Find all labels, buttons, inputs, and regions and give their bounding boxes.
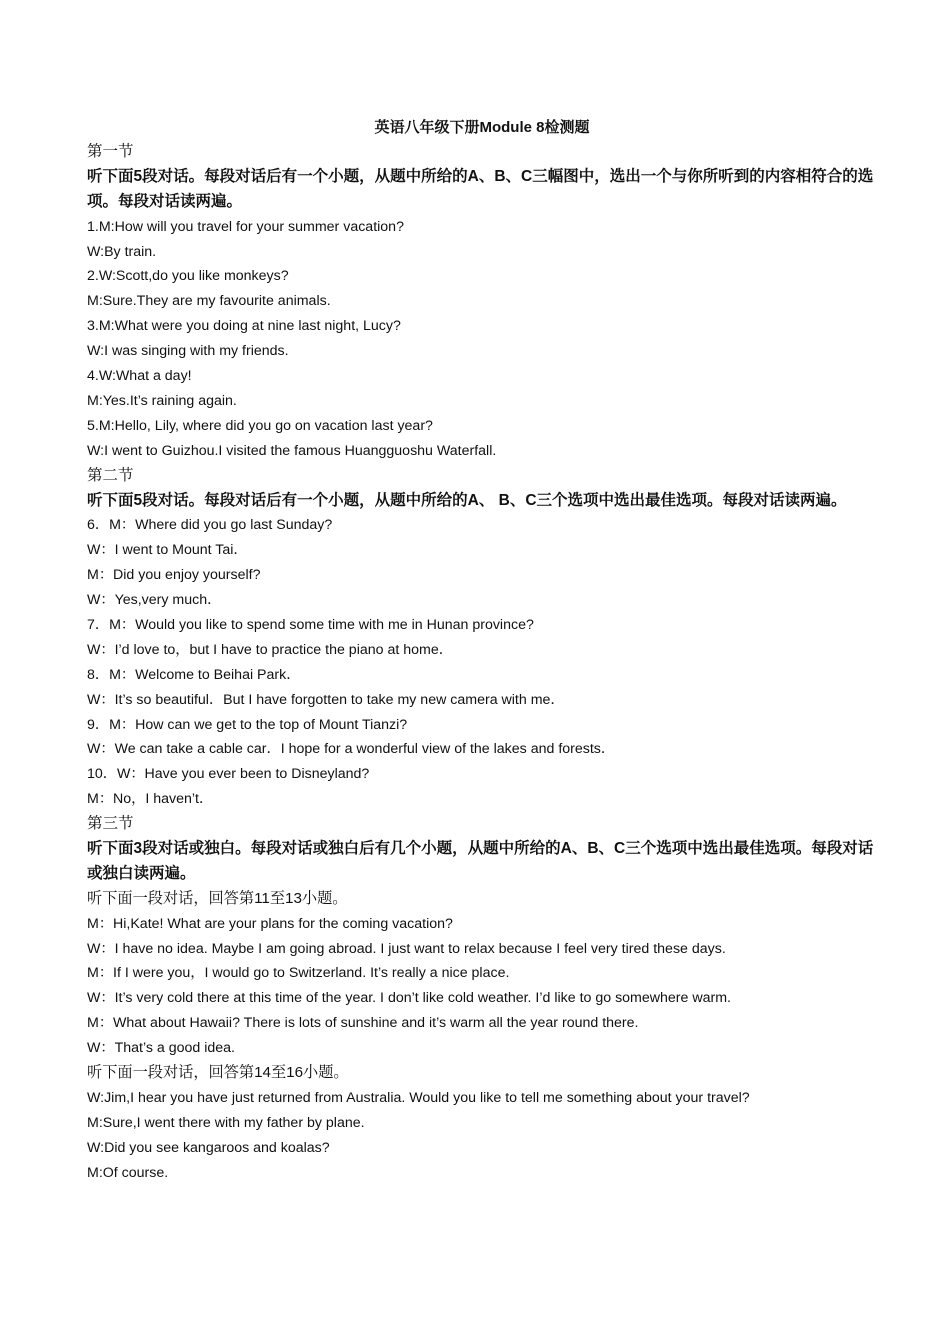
transcript-line: M：Did you enjoy yourself? bbox=[87, 567, 261, 584]
section-1-lines bbox=[87, 215, 877, 464]
section-2-instruction: 听下面5段对话。每段对话后有一个小题，从题中所给的A、 B、C三个选项中选出最佳选项。每段对话读两遍。 bbox=[87, 491, 847, 509]
transcript-line: W：I went to Mount Tai． bbox=[87, 542, 248, 559]
section-3-part-1-lines bbox=[87, 912, 877, 1061]
transcript-line: W：It’s so beautiful．But I have forgotten to take my new camera with me． bbox=[87, 691, 565, 708]
transcript-line: M:Sure.They are my favourite animals. bbox=[87, 293, 331, 310]
transcript-line: W：Yes,very much． bbox=[87, 592, 222, 609]
document-page bbox=[87, 116, 877, 1185]
transcript-line: W:By train. bbox=[87, 243, 157, 260]
transcript-line: 1.M:How will you travel for your summer vacation? bbox=[87, 218, 404, 235]
transcript-line: 3.M:What were you doing at nine last night, Lucy? bbox=[87, 318, 401, 335]
transcript-line: M:Of course. bbox=[87, 1164, 169, 1181]
transcript-line: 6．M：Where did you go last Sunday? bbox=[87, 517, 333, 534]
transcript-line: M：Hi,Kate! What are your plans for the coming vacation? bbox=[87, 915, 453, 932]
section-3-instruction: 听下面3段对话或独白。每段对话或独白后有几个小题，从题中所给的A、B、C三个选项中选出最佳选项。每段对话或独白读两遍。 bbox=[87, 839, 874, 882]
transcript-line: 5.M:Hello, Lily, where did you go on vacation last year? bbox=[87, 417, 433, 434]
section-3-heading: 第三节 bbox=[87, 815, 134, 833]
transcript-line: 4.W:What a day! bbox=[87, 368, 192, 385]
transcript-line: M:Yes.It’s raining again. bbox=[87, 392, 237, 409]
transcript-line: M：What about Hawaii? There is lots of sunshine and it’s warm all the year round there. bbox=[87, 1015, 639, 1032]
transcript-line: 2.W:Scott,do you like monkeys? bbox=[87, 268, 289, 285]
transcript-line: M:Sure,I went there with my father by plane. bbox=[87, 1114, 365, 1131]
transcript-line: W：We can take a cable car．I hope for a wonderful view of the lakes and forests． bbox=[87, 741, 616, 758]
section-1-heading: 第一节 bbox=[87, 143, 134, 160]
section-1-instruction: 听下面5段对话。每段对话后有一个小题，从题中所给的A、B、C三幅图中，选出一个与你所听到的内容相符合的选项。每段对话读两遍。 bbox=[87, 167, 874, 210]
section-2-heading: 第二节 bbox=[87, 466, 134, 484]
transcript-line: W：I have no idea. Maybe I am going abroad. I just want to relax because I feel very tired these days. bbox=[87, 940, 726, 957]
transcript-line: 10．W：Have you ever been to Disneyland? bbox=[87, 766, 370, 783]
transcript-line: W:Did you see kangaroos and koalas? bbox=[87, 1139, 330, 1156]
transcript-line: 7．M：Would you like to spend some time with me in Hunan province? bbox=[87, 616, 534, 633]
transcript-line: W:I was singing with my friends. bbox=[87, 343, 289, 360]
transcript-line: W：It’s very cold there at this time of the year. I don’t like cold weather. I’d like to go somewhere warm. bbox=[87, 990, 731, 1007]
transcript-line: 9．M：How can we get to the top of Mount Tianzi? bbox=[87, 716, 408, 733]
section-3-part-2-lines bbox=[87, 1086, 877, 1186]
section-3-part-2-label: 听下面一段对话，回答第14至16小题。 bbox=[87, 1064, 349, 1082]
transcript-line: 8．M：Welcome to Beihai Park． bbox=[87, 666, 301, 683]
section-2-lines bbox=[87, 513, 877, 812]
document-title: 英语八年级下册Module 8检测题 bbox=[374, 119, 590, 136]
section-3-part-1-label: 听下面一段对话，回答第11至13小题。 bbox=[87, 889, 348, 907]
transcript-line: W:Jim,I hear you have just returned from Australia. Would you like to tell me something about your travel? bbox=[87, 1089, 750, 1106]
transcript-line: M：No，I haven’t． bbox=[87, 791, 214, 808]
transcript-line: W：I’d love to，but I have to practice the piano at home． bbox=[87, 641, 453, 658]
transcript-line: W:I went to Guizhou.I visited the famous Huangguoshu Waterfall. bbox=[87, 442, 497, 459]
transcript-line: M：If I were you，I would go to Switzerland. It’s really a nice place. bbox=[87, 965, 510, 982]
transcript-line: W：That’s a good idea. bbox=[87, 1040, 235, 1057]
